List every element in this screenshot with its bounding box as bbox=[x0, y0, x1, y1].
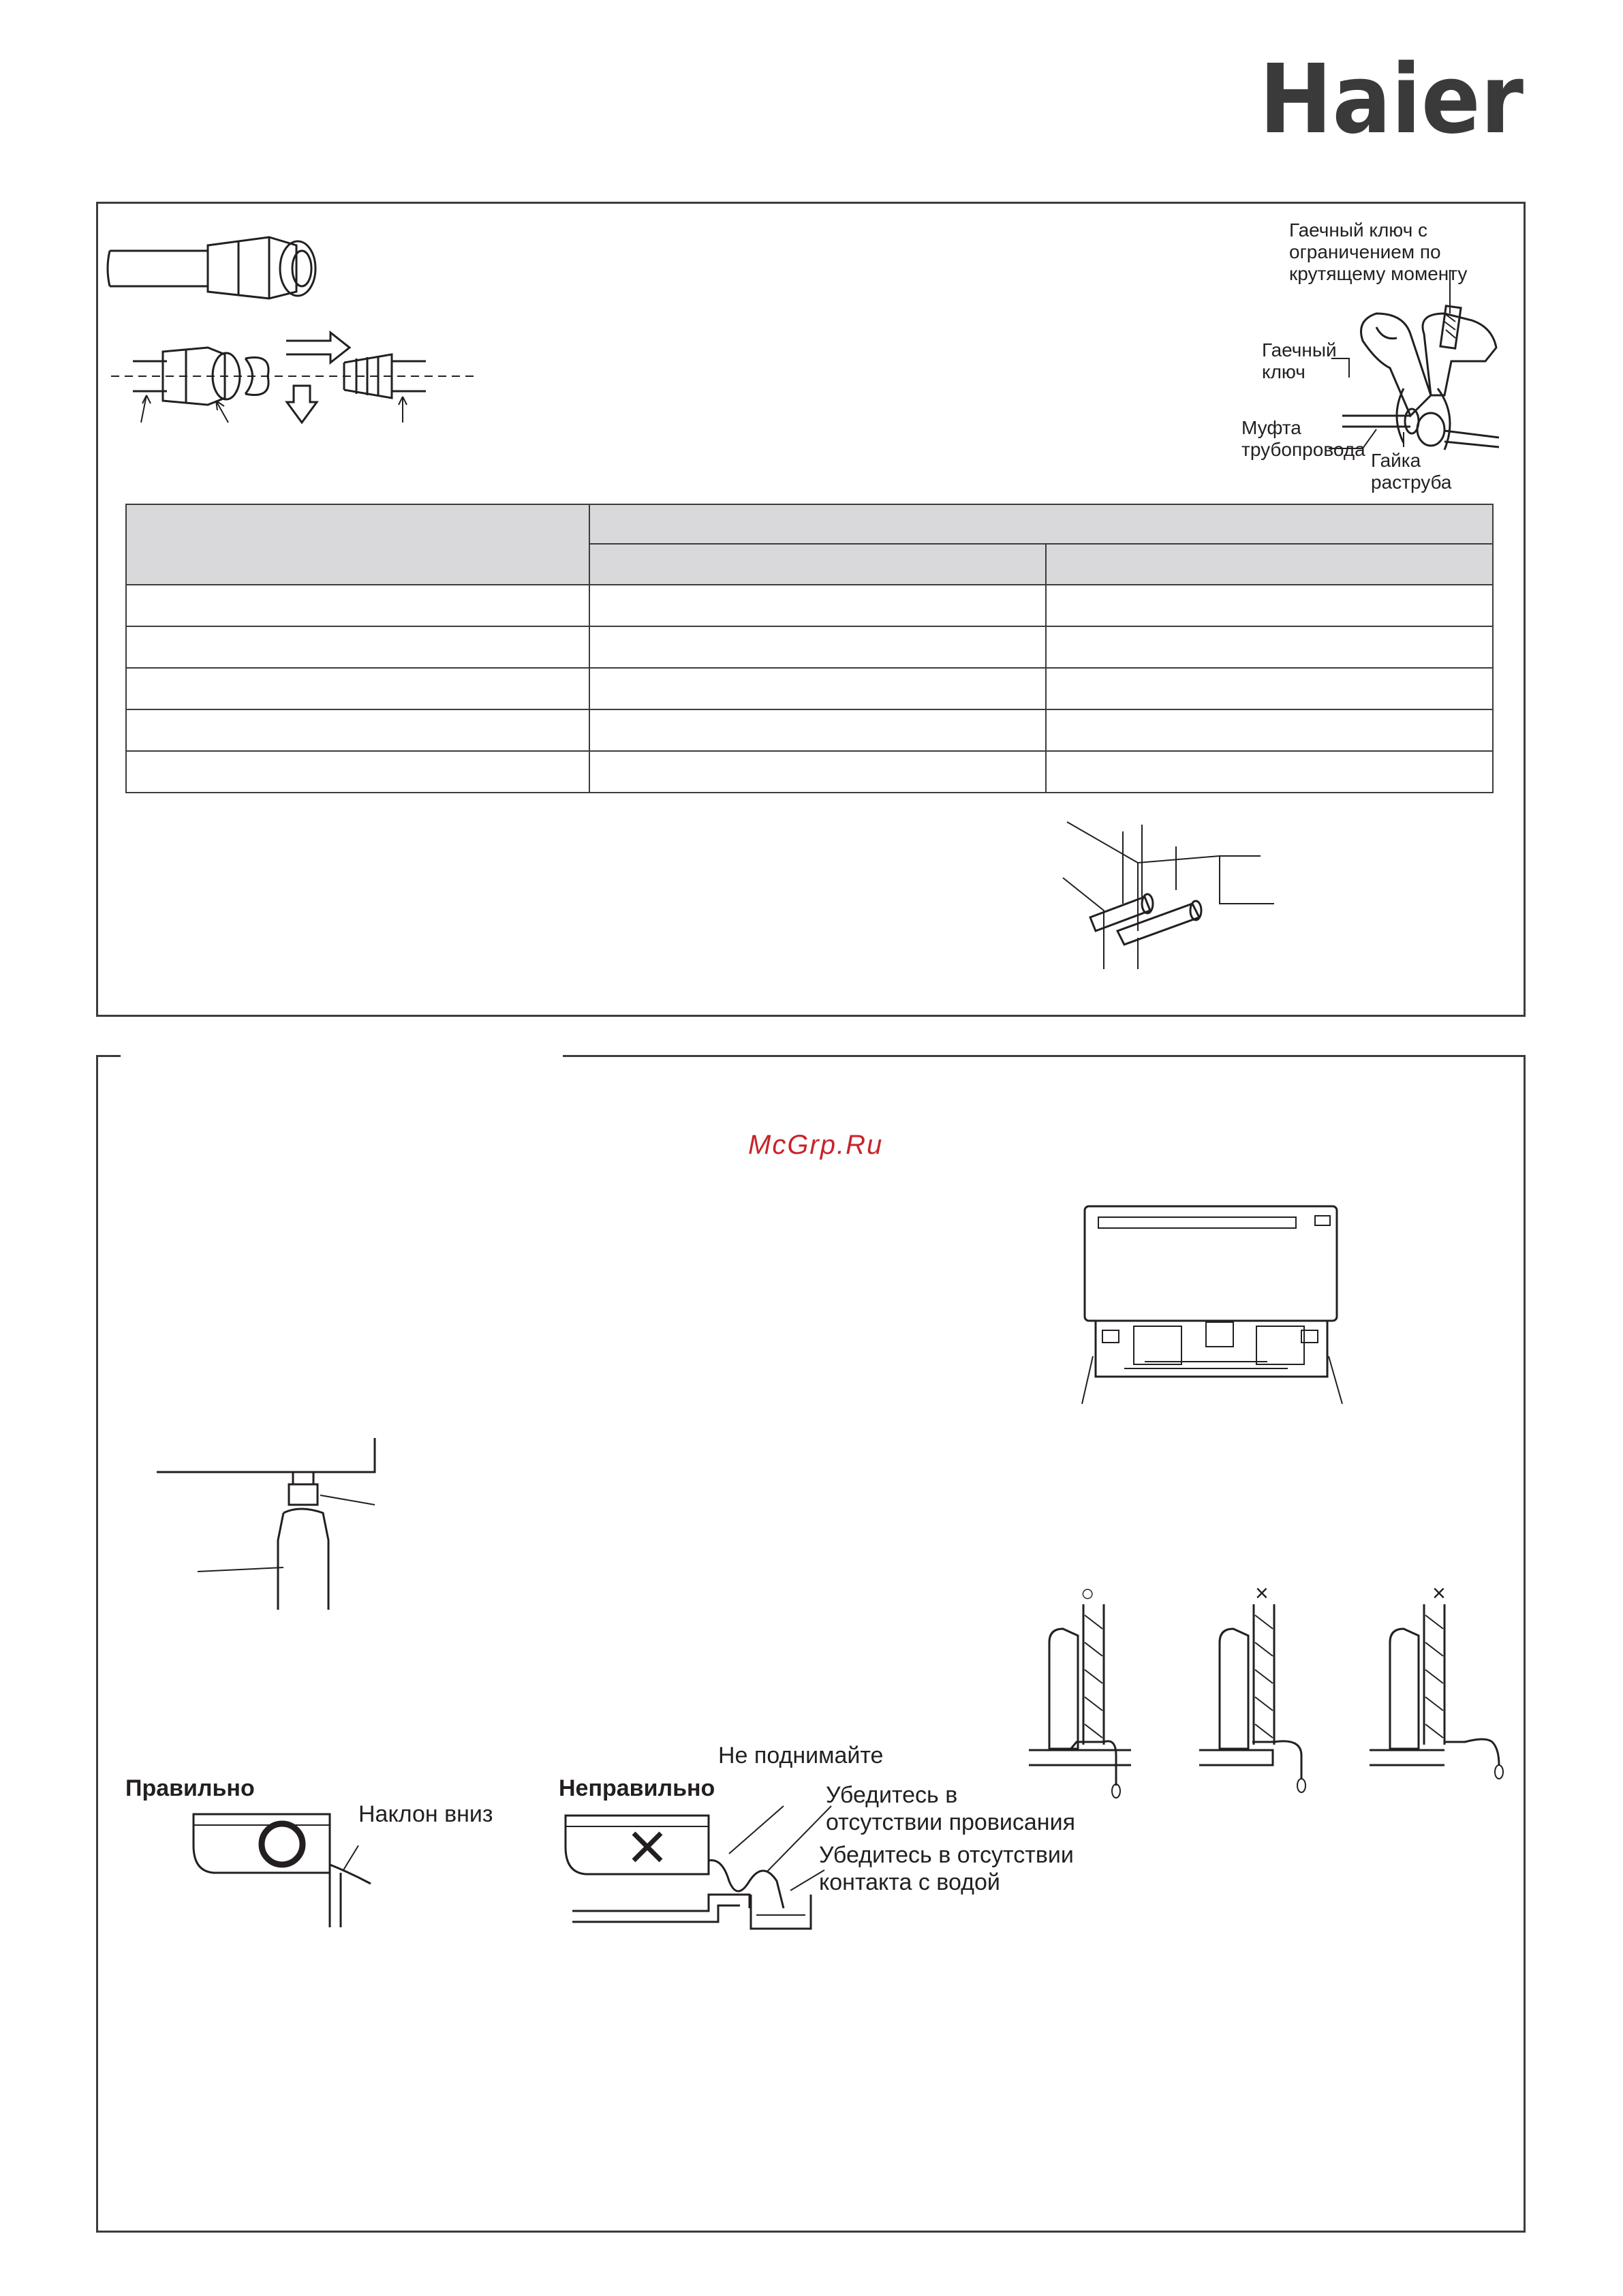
table-row bbox=[126, 709, 1493, 751]
drain-install-diagram-1 bbox=[1029, 1602, 1165, 1806]
drain-hose-illustration bbox=[150, 1431, 388, 1615]
torque-wrench-label: Гаечный ключ с ограничением по крутящему моменту bbox=[1289, 219, 1468, 284]
incorrect-title: Неправильно bbox=[559, 1775, 715, 1801]
flare-nut-label: Гайка раструба bbox=[1371, 450, 1452, 493]
correct-mark: ○ bbox=[1081, 1580, 1095, 1606]
drain-install-diagram-3 bbox=[1370, 1602, 1519, 1806]
wrench-label: Гаечный ключ bbox=[1262, 339, 1337, 382]
no-water-label: Убедитесь в отсутствии контакта с водой bbox=[819, 1842, 1074, 1895]
drain-install-diagram-2 bbox=[1199, 1602, 1335, 1806]
table-header-cell bbox=[589, 544, 1046, 585]
table-header-cell bbox=[589, 504, 1493, 544]
table-row bbox=[126, 585, 1493, 626]
incorrect-mark: × bbox=[1432, 1580, 1446, 1606]
correct-drain-illustration bbox=[187, 1805, 364, 1934]
section-divider bbox=[563, 1055, 1526, 1057]
pipe-coupling-label: Муфта трубопровода bbox=[1241, 417, 1365, 460]
wrench-leader-lines bbox=[1335, 232, 1513, 477]
table-header-cell bbox=[1046, 544, 1493, 585]
no-raise-label: Не поднимайте bbox=[718, 1743, 884, 1769]
table-row bbox=[126, 626, 1493, 668]
wall-pipe-illustration bbox=[1063, 815, 1281, 979]
indoor-unit-illustration bbox=[1063, 1199, 1370, 1418]
section-divider bbox=[96, 1055, 121, 1057]
haier-logo bbox=[1259, 44, 1525, 155]
torque-table bbox=[125, 504, 1494, 793]
table-header-cell bbox=[126, 504, 589, 585]
logo-text: Haier bbox=[1259, 44, 1524, 155]
slope-down-label: Наклон вниз bbox=[358, 1801, 493, 1827]
watermark: McGrp.Ru bbox=[748, 1130, 884, 1160]
no-sag-label: Убедитесь в отсутствии провисания bbox=[826, 1782, 1075, 1835]
incorrect-mark: × bbox=[1255, 1580, 1269, 1606]
table-row bbox=[126, 751, 1493, 793]
table-row bbox=[126, 668, 1493, 709]
correct-title: Правильно bbox=[125, 1775, 255, 1801]
incorrect-drain-illustration bbox=[559, 1806, 845, 1935]
flare-pipe-illustration bbox=[106, 218, 487, 429]
